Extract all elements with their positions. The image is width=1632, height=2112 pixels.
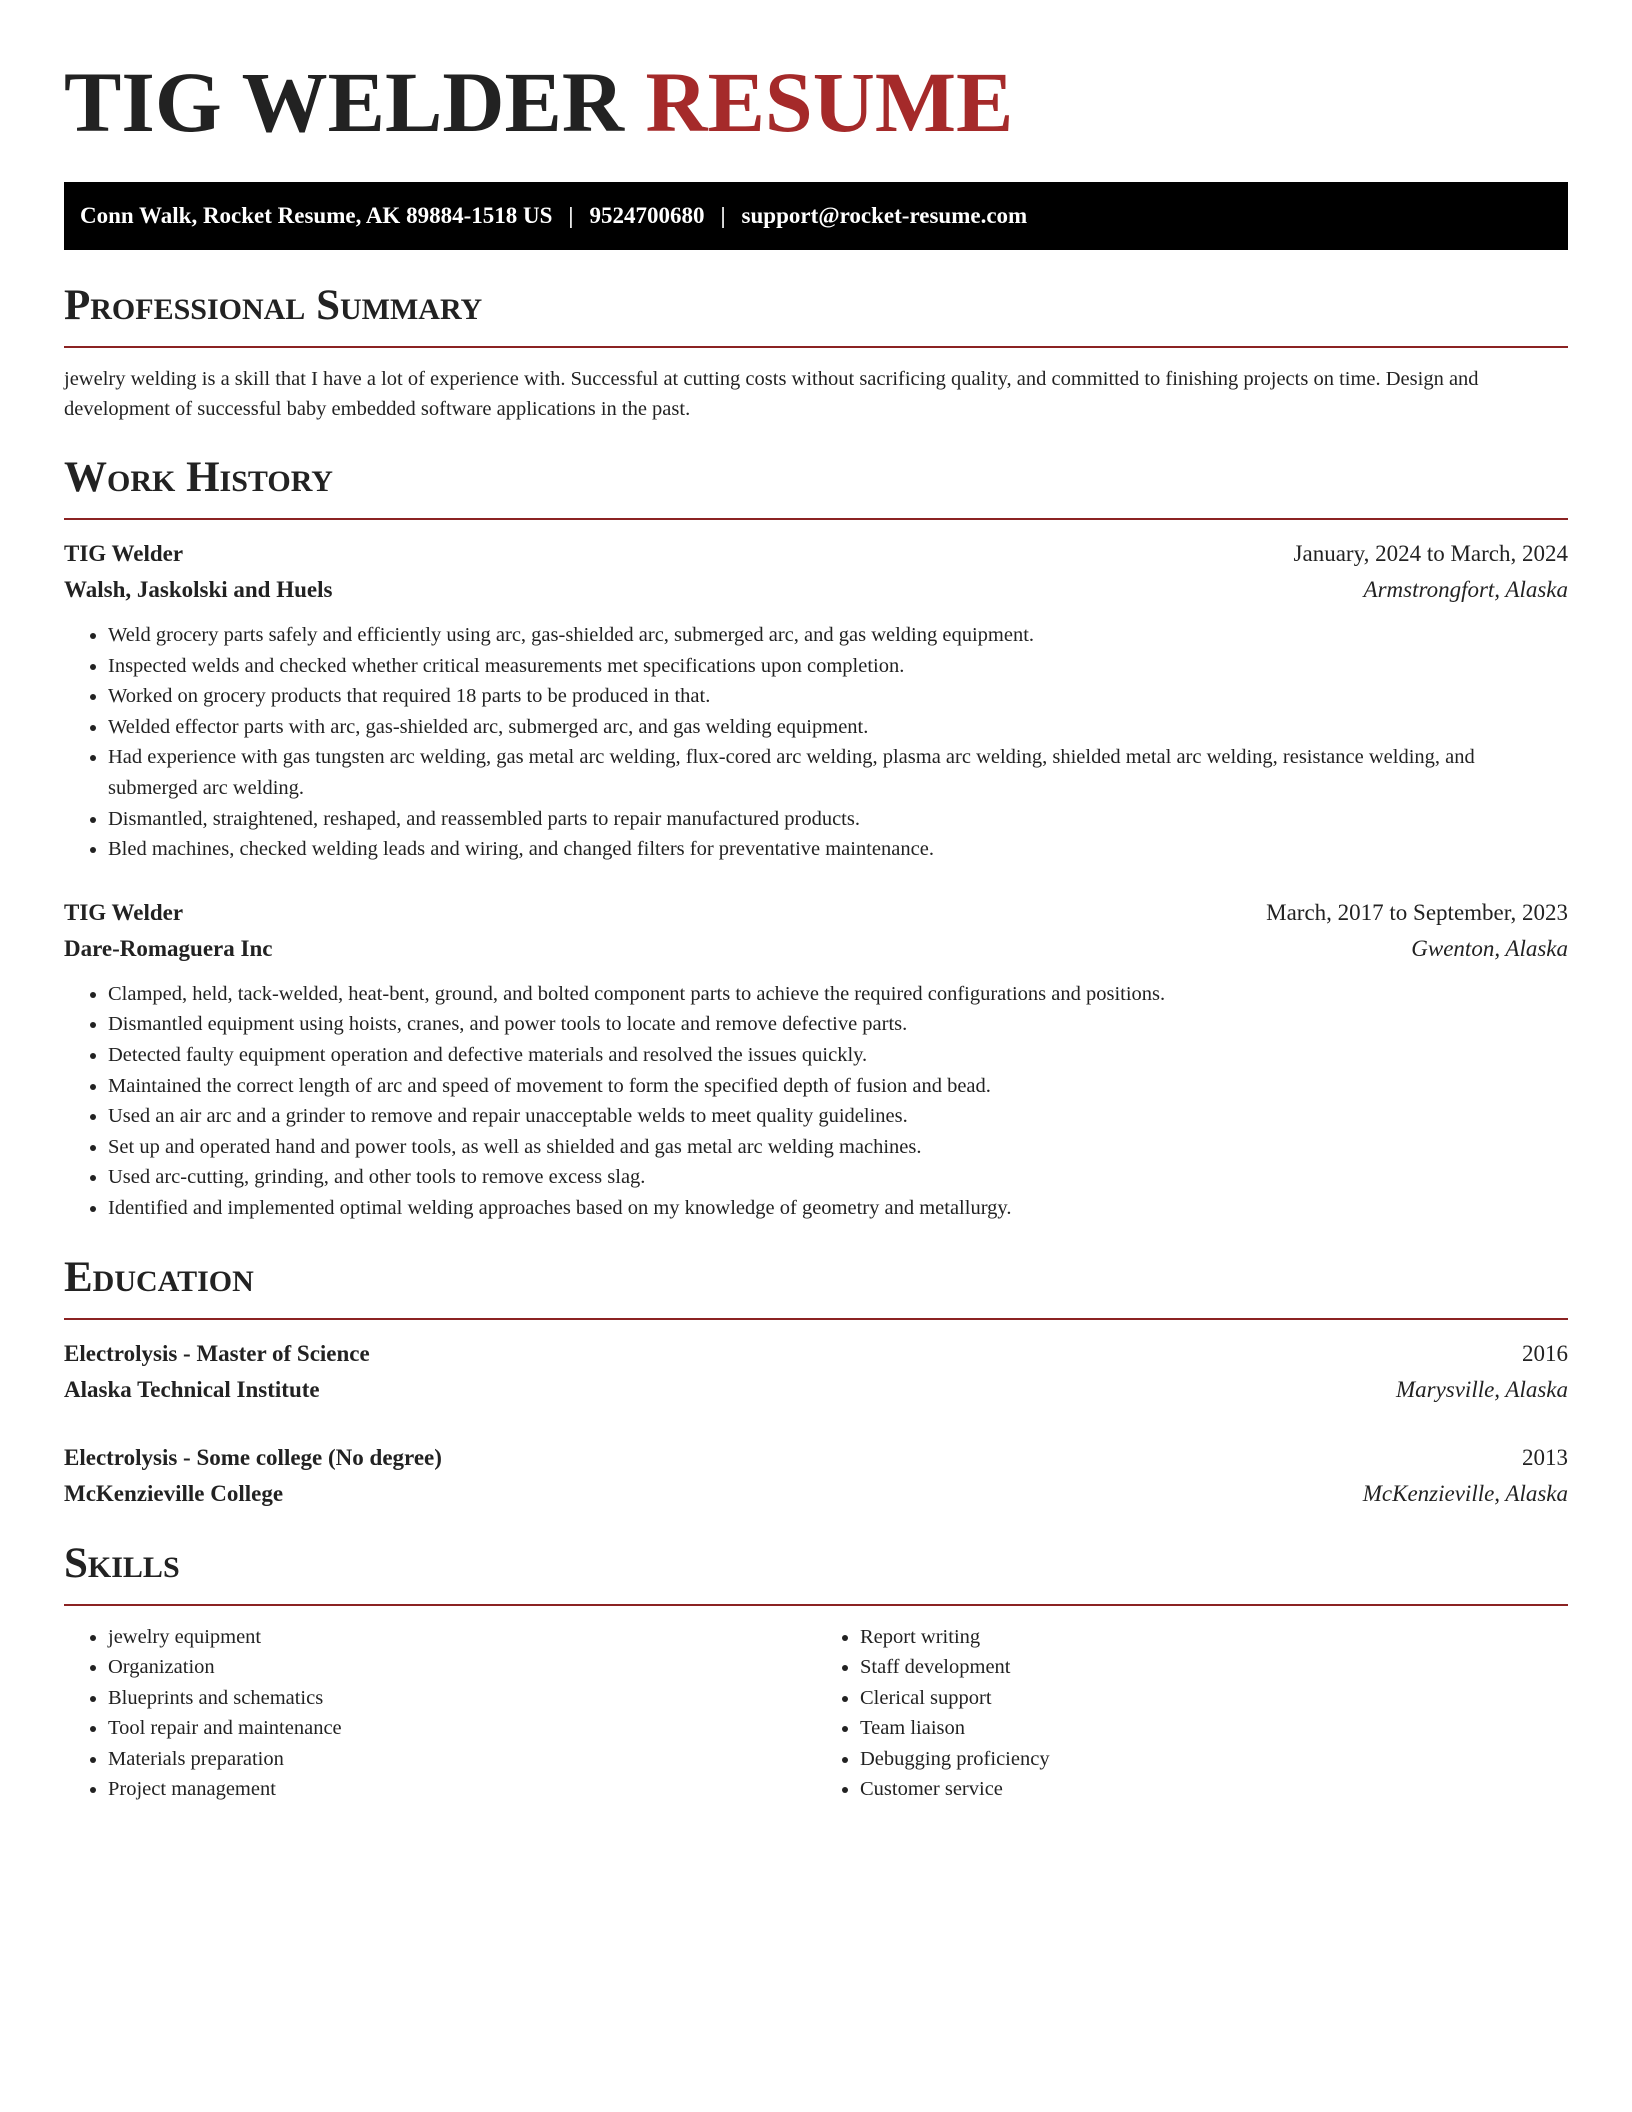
skill-item: • jewelry equipment [108, 1622, 816, 1653]
job-duties-list [64, 979, 1568, 1224]
skill-item: • Materials preparation [108, 1744, 816, 1775]
skill-item: • Debugging proficiency [860, 1744, 1568, 1775]
job-location: Gwenton, Alaska [1411, 935, 1568, 961]
job-title: TIG Welder [64, 541, 184, 566]
contact-email[interactable]: support@rocket-resume.com [741, 203, 1028, 228]
skills-grid [64, 1622, 1568, 1806]
summary-text: jewelry welding is a skill that I have a lot of experience with. Successful at cutting costs without sacrificing quality, and committed to finishing projects on time. Design and development of successful baby embedded software applications in the past. [64, 368, 1479, 420]
resume-title [64, 0, 1568, 152]
job-duty: • Weld grocery parts safely and efficiently using arc, gas-shielded arc, submerged arc, and gas welding equipment. [108, 620, 1568, 651]
job-duty: • Identified and implemented optimal welding approaches based on my knowledge of geometry and metallurgy. [108, 1193, 1568, 1224]
section-divider [64, 1604, 1568, 1606]
education-entry [64, 1336, 1568, 1408]
skill-item: • Customer service [860, 1774, 1568, 1805]
job-company: Dare-Romaguera Inc [64, 935, 273, 961]
skills-heading: Skills [64, 1539, 180, 1587]
job-location: Armstrongfort, Alaska [1363, 577, 1568, 602]
job-duty: • Set up and operated hand and power tools, as well as shielded and gas metal arc welding machines. [108, 1132, 1568, 1163]
job-duty: • Had experience with gas tungsten arc welding, gas metal arc welding, flux-cored arc welding, plasma arc welding, shielded metal arc welding, resistance welding, and submerged arc welding. [108, 742, 1568, 803]
job-duty: • Welded effector parts with arc, gas-shielded arc, submerged arc, and gas welding equipment. [108, 712, 1568, 743]
education-entry [64, 1440, 1568, 1512]
skill-item: • Staff development [860, 1652, 1568, 1683]
contact-separator: | [568, 203, 574, 228]
contact-bar [64, 182, 1568, 250]
skills-section [64, 1538, 1568, 1806]
skill-item: • Team liaison [860, 1713, 1568, 1744]
job-company: Walsh, Jaskolski and Huels [64, 577, 333, 602]
skills-list-left [64, 1622, 816, 1806]
job-company-row [64, 931, 1568, 967]
skill-item: • Clerical support [860, 1683, 1568, 1714]
education-degree-row [64, 1336, 1568, 1372]
skill-item: • Project management [108, 1774, 816, 1805]
contact-separator: | [720, 203, 726, 228]
education-year: 2016 [1522, 1340, 1568, 1366]
education-school-row [64, 1476, 1568, 1512]
job-duty: • Clamped, held, tack-welded, heat-bent, ground, and bolted component parts to achieve the required configurations and positions. [108, 979, 1568, 1010]
section-divider [64, 1318, 1568, 1320]
job-entry [64, 536, 1568, 865]
education-degree-row [64, 1440, 1568, 1476]
job-header-row [64, 895, 1568, 931]
education-heading: Education [64, 1253, 254, 1301]
section-divider [64, 346, 1568, 348]
work-history-section [64, 452, 1568, 1224]
education-school-row [64, 1372, 1568, 1408]
education-section [64, 1252, 1568, 1512]
summary-section [64, 280, 1568, 424]
job-dates: January, 2024 to March, 2024 [1293, 541, 1568, 566]
skill-item: • Blueprints and schematics [108, 1683, 816, 1714]
contact-phone[interactable]: 9524700680 [589, 203, 705, 228]
education-school: Alaska Technical Institute [64, 1376, 320, 1402]
education-location: McKenzieville, Alaska [1362, 1480, 1568, 1506]
title-accent: RESUME [645, 54, 1014, 150]
skill-item: • Tool repair and maintenance [108, 1713, 816, 1744]
job-duty: • Dismantled equipment using hoists, cranes, and power tools to locate and remove defective parts. [108, 1009, 1568, 1040]
work-history-heading: Work History [64, 454, 333, 501]
job-duty: • Bled machines, checked welding leads and wiring, and changed filters for preventative maintenance. [108, 834, 1568, 865]
job-company-row [64, 572, 1568, 608]
skills-list-right [816, 1622, 1568, 1806]
job-duty: • Maintained the correct length of arc and speed of movement to form the specified depth of fusion and bead. [108, 1071, 1568, 1102]
job-duties-list [64, 620, 1568, 865]
title-main: TIG WELDER [64, 54, 624, 150]
skill-item: • Report writing [860, 1622, 1568, 1653]
job-title: TIG Welder [64, 899, 184, 925]
summary-heading: Professional Summary [64, 282, 483, 329]
job-duty: • Worked on grocery products that required 18 parts to be produced in that. [108, 681, 1568, 712]
skill-item: • Organization [108, 1652, 816, 1683]
education-school: McKenzieville College [64, 1480, 284, 1506]
job-duty: • Inspected welds and checked whether critical measurements met specifications upon completion. [108, 651, 1568, 682]
section-divider [64, 518, 1568, 520]
job-duty: • Used an air arc and a grinder to remove and repair unacceptable welds to meet quality guidelines. [108, 1101, 1568, 1132]
education-degree: Electrolysis - Master of Science [64, 1340, 370, 1366]
job-dates: March, 2017 to September, 2023 [1266, 899, 1568, 925]
job-duty: • Used arc-cutting, grinding, and other tools to remove excess slag. [108, 1162, 1568, 1193]
job-header-row [64, 536, 1568, 572]
job-duty: • Dismantled, straightened, reshaped, and reassembled parts to repair manufactured products. [108, 804, 1568, 835]
education-location: Marysville, Alaska [1395, 1376, 1568, 1402]
education-degree: Electrolysis - Some college (No degree) [64, 1444, 442, 1470]
job-duty: • Detected faulty equipment operation and defective materials and resolved the issues quickly. [108, 1040, 1568, 1071]
contact-address: Conn Walk, Rocket Resume, AK 89884-1518 US [80, 203, 553, 228]
education-year: 2013 [1522, 1444, 1568, 1470]
job-entry [64, 895, 1568, 1224]
